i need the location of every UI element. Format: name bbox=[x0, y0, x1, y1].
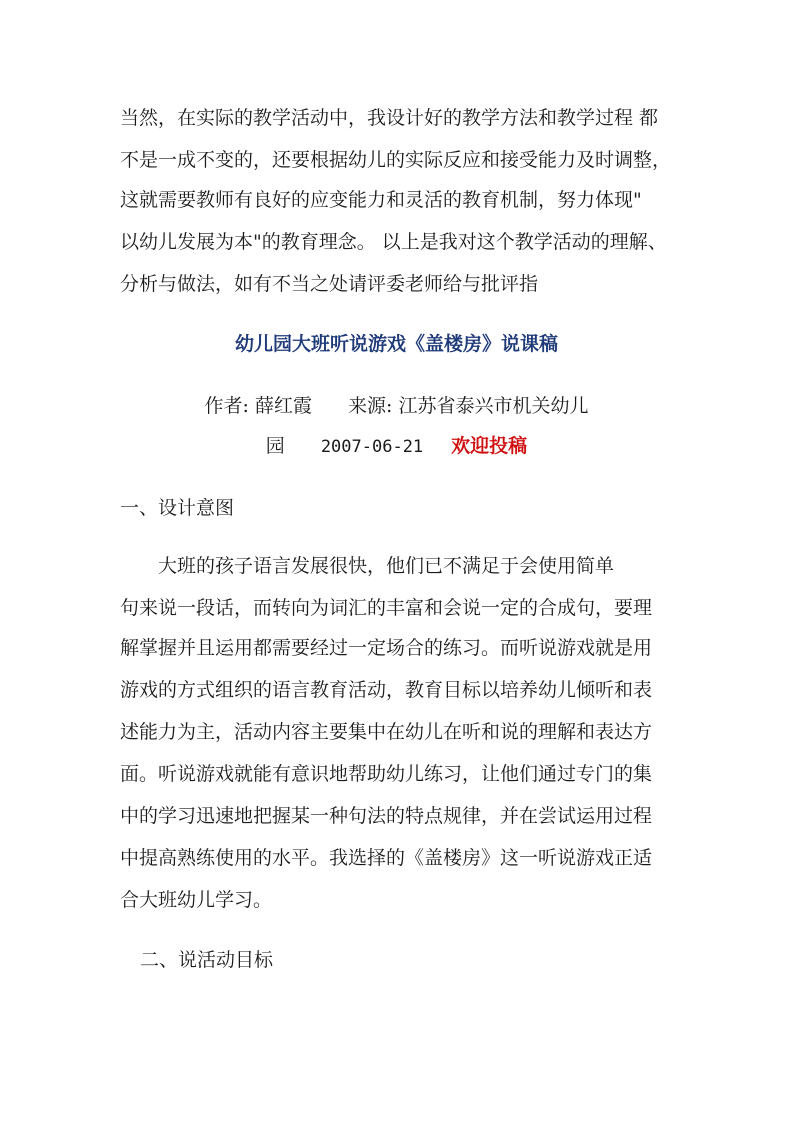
intro-line: 分析与做法，如有不当之处请评委老师给与批评指 bbox=[120, 273, 539, 295]
paragraph-line: 大班的孩子语言发展很快，他们已不满足于会使用简单 bbox=[120, 555, 615, 577]
submit-link[interactable]: 欢迎投稿 bbox=[451, 435, 528, 457]
intro-line: 当然，在实际的教学活动中，我设计好的教学方法和教学过程 都 bbox=[120, 107, 659, 129]
intro-line: 以幼儿发展为本"的教育理念。 以上是我对这个教学活动的理解、 bbox=[120, 231, 667, 253]
paragraph-line: 中的学习迅速地把握某一种句法的特点规律，并在尝试运用过程 bbox=[120, 805, 653, 827]
article-title: 幼儿园大班听说游戏《盖楼房》说课稿 bbox=[234, 333, 558, 355]
publish-date: 2007-06-21 bbox=[320, 437, 424, 457]
author-label: 作者: 薛红霞 bbox=[204, 395, 312, 417]
paragraph-line: 中提高熟练使用的水平。我选择的《盖楼房》这一听说游戏正适 bbox=[120, 847, 653, 869]
article-meta-line-2 bbox=[0, 434, 793, 459]
paragraph-line: 解掌握并且运用都需要经过一定场合的练习。而听说游戏就是用 bbox=[120, 637, 653, 659]
source-continued: 园 bbox=[265, 435, 285, 457]
intro-line: 不是一成不变的，还要根据幼儿的实际反应和接受能力及时调整， bbox=[120, 149, 672, 171]
section-heading-activity-goals: 二、说活动目标 bbox=[140, 949, 274, 971]
paragraph-line: 游戏的方式组织的语言教育活动，教育目标以培养幼儿倾听和表 bbox=[120, 679, 653, 701]
article-meta-line-1 bbox=[0, 394, 793, 418]
section-heading-design-intent: 一、设计意图 bbox=[120, 497, 235, 519]
intro-line: 这就需要教师有良好的应变能力和灵活的教育机制，努力体现" bbox=[120, 189, 642, 211]
paragraph-line: 句来说一段话，而转向为词汇的丰富和会说一定的合成句，要理 bbox=[120, 597, 653, 619]
paragraph-line: 面。听说游戏就能有意识地帮助幼儿练习，让他们通过专门的集 bbox=[120, 763, 653, 785]
paragraph-line: 合大班幼儿学习。 bbox=[120, 889, 273, 911]
paragraph-line: 述能力为主，活动内容主要集中在幼儿在听和说的理解和表达方 bbox=[120, 721, 653, 743]
source-label: 来源: 江苏省泰兴市机关幼儿 bbox=[348, 395, 589, 417]
